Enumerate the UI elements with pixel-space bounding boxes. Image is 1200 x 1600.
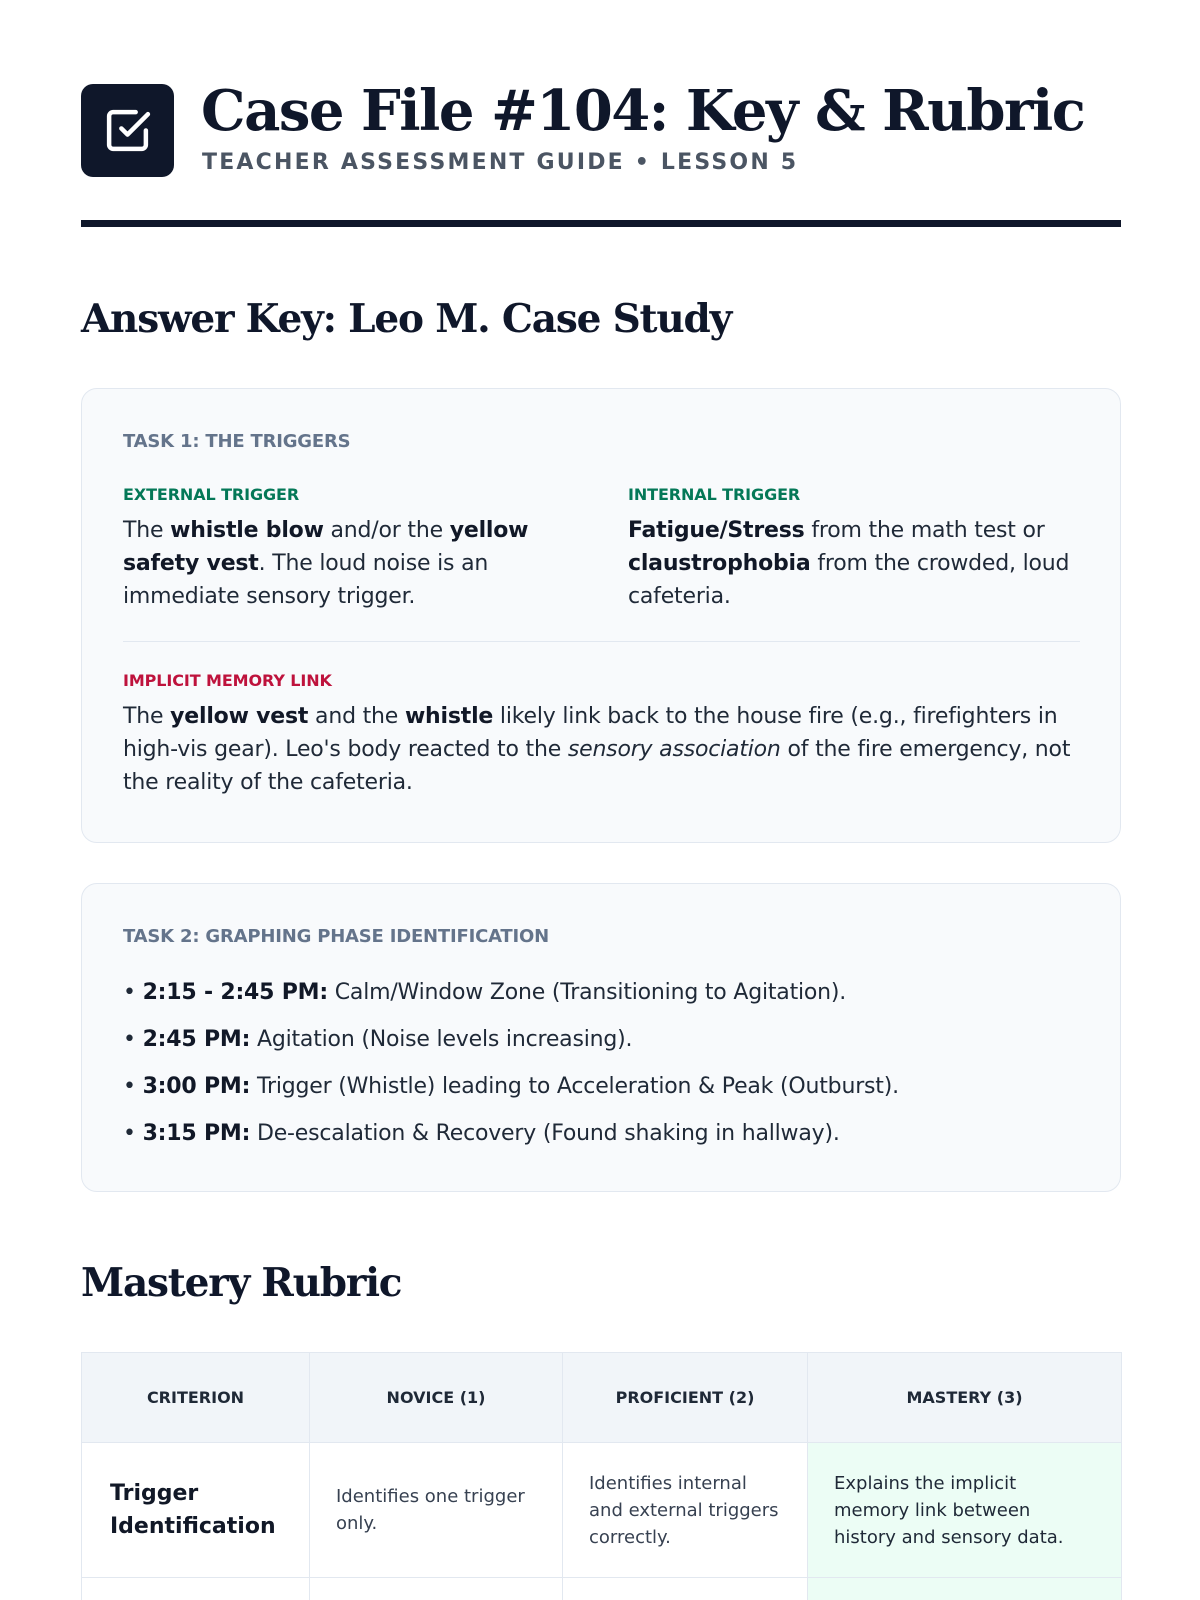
list-item: • 3:00 PM: Trigger (Whistle) leading to Acceleration & Peak (Outburst). bbox=[123, 1074, 899, 1099]
table-header-row bbox=[82, 1353, 1122, 1443]
list-item: • 2:15 - 2:45 PM: Calm/Window Zone (Transitioning to Agitation). bbox=[123, 980, 847, 1005]
proficient-cell bbox=[563, 1578, 808, 1600]
external-trigger-label: EXTERNAL TRIGGER bbox=[123, 485, 300, 504]
phase-list bbox=[123, 976, 1083, 1164]
checkbox-icon bbox=[103, 106, 152, 155]
mastery-cell: Explains the implicit memory link between history and sensory data. bbox=[808, 1443, 1122, 1578]
column-header: NOVICE (1) bbox=[310, 1353, 563, 1443]
novice-cell: Identifies one trigger only. bbox=[310, 1443, 563, 1578]
page-title: Case File #104: Key & Rubric bbox=[201, 78, 1085, 144]
mastery-cell bbox=[808, 1578, 1122, 1600]
criterion-cell bbox=[82, 1578, 310, 1600]
implicit-memory-label: IMPLICIT MEMORY LINK bbox=[123, 671, 332, 690]
task2-label: TASK 2: GRAPHING PHASE IDENTIFICATION bbox=[123, 926, 549, 947]
column-header: PROFICIENT (2) bbox=[563, 1353, 808, 1443]
table-row bbox=[82, 1443, 1122, 1578]
internal-trigger-text: Fatigue/Stress from the math test or claustrophobia from the crowded, loud cafeteria. bbox=[628, 518, 1070, 609]
implicit-memory-text: The yellow vest and the whistle likely link back to the house fire (e.g., firefighters in high-vis gear). Leo's body reacted to the sensory association of the fire emergency, not the reality of the cafeteria. bbox=[123, 704, 1071, 795]
column-header: MASTERY (3) bbox=[808, 1353, 1122, 1443]
table-row bbox=[82, 1578, 1122, 1600]
page bbox=[81, 0, 1121, 1600]
novice-cell bbox=[310, 1578, 563, 1600]
external-trigger-text: The whistle blow and/or the yellow safety vest. The loud noise is an immediate sensory trigger. bbox=[123, 518, 529, 609]
answer-key-heading: Answer Key: Leo M. Case Study bbox=[81, 296, 732, 342]
rubric-heading: Mastery Rubric bbox=[81, 1260, 402, 1306]
rubric-table bbox=[81, 1352, 1122, 1600]
page-subtitle: TEACHER ASSESSMENT GUIDE • LESSON 5 bbox=[202, 150, 799, 175]
task2-card bbox=[81, 883, 1121, 1192]
criterion-cell: Trigger Identification bbox=[82, 1443, 310, 1578]
header-rule bbox=[81, 220, 1121, 227]
proficient-cell: Identifies internal and external triggers correctly. bbox=[563, 1443, 808, 1578]
task1-card bbox=[81, 388, 1121, 843]
task1-label: TASK 1: THE TRIGGERS bbox=[123, 431, 351, 452]
header bbox=[81, 78, 1121, 224]
list-item: • 2:45 PM: Agitation (Noise levels increasing). bbox=[123, 1027, 633, 1052]
list-item: • 3:15 PM: De-escalation & Recovery (Found shaking in hallway). bbox=[123, 1121, 840, 1146]
column-header: CRITERION bbox=[82, 1353, 310, 1443]
internal-trigger-label: INTERNAL TRIGGER bbox=[628, 485, 801, 504]
divider bbox=[123, 641, 1080, 642]
logo bbox=[81, 84, 174, 177]
